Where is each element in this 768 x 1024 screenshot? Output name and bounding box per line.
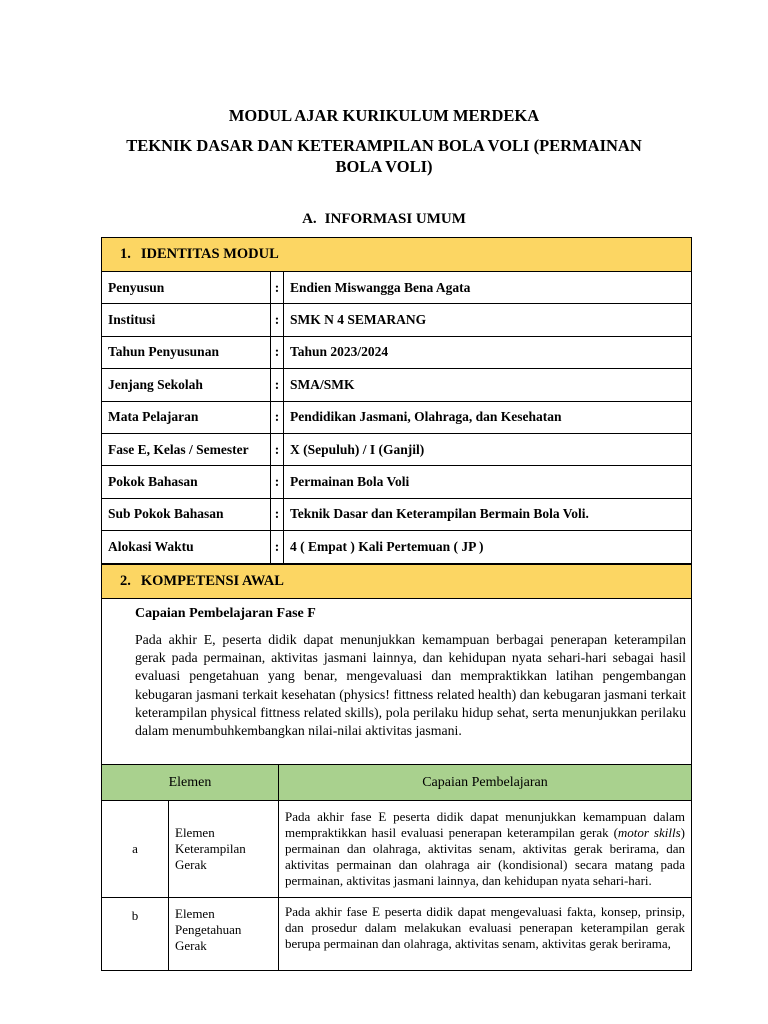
table-row — [102, 898, 692, 971]
header-elemen: Elemen — [102, 765, 279, 801]
row-value: 4 ( Empat ) Kali Pertemuan ( JP ) — [284, 531, 692, 563]
row-label: Fase E, Kelas / Semester — [102, 433, 271, 465]
identitas-header — [102, 238, 692, 272]
capaian-text-part: Pada akhir fase E peserta didik dapat menunjukkan kemampuan dalam mempraktikkan hasil evaluasi penerapan keterampilan gerak ( — [285, 809, 685, 840]
capaian-paragraph: Pada akhir E, peserta didik dapat menunjukkan kemampuan berbagai penerapan keterampilan gerak pada permainan, aktivitas jasmani lainnya, dan kehidupan nyata sehari-hari sebagai hasil evaluasi pengetahuan yang benar, mengevaluasi dan mempraktikkan latihan pengembangan kebugaran jasmani terkait kesehatan (physics! fittness related health) dan kebugaran jasmani terkait keterampilan physical fittness related skills), pola perilaku hidup sehat, serta menunjukkan perilaku dalam menumbuhkembangkan nilai-nilai aktivitas jasmani. — [135, 632, 686, 739]
kompetensi-awal-header — [101, 564, 692, 599]
row-separator: : — [271, 466, 284, 498]
capaian-title: Capaian Pembelajaran Fase F — [135, 606, 316, 621]
capaian-text-part: ) permainan dan olahraga, aktivitas senam, aktivitas gerak berirama, dan aktivitas permainan dan olahraga air (kondisional) secara matang pada permainan, aktivitas jasmani lainnya, dan kehidupan nyata sehari-hari. — [285, 825, 685, 888]
row-label: Sub Pokok Bahasan — [102, 498, 271, 530]
capaian-table-header — [102, 765, 692, 801]
row-value: SMA/SMK — [284, 369, 692, 401]
capaian-italic-term: motor skills — [617, 825, 681, 840]
table-row — [102, 531, 692, 563]
row-label: Jenjang Sekolah — [102, 369, 271, 401]
row-separator: : — [271, 401, 284, 433]
row-label: Alokasi Waktu — [102, 531, 271, 563]
table-row — [102, 304, 692, 336]
row-label: Penyusun — [102, 272, 271, 304]
document-subtitle — [0, 135, 768, 177]
row-label: Mata Pelajaran — [102, 401, 271, 433]
row-elemen: Elemen Pengetahuan Gerak — [169, 898, 279, 971]
table-row — [102, 401, 692, 433]
row-capaian: Pada akhir fase E peserta didik dapat mengevaluasi fakta, konsep, prinsip, dan prosedur dalam melakukan evaluasi penerapan keterampilan gerak berupa permainan dan olahraga, aktivitas senam, aktivitas gerak berirama, — [279, 898, 692, 971]
table-row — [102, 801, 692, 898]
subtitle-line-2: BOLA VOLI) — [335, 157, 433, 176]
row-value: Tahun 2023/2024 — [284, 336, 692, 368]
table-row — [102, 272, 692, 304]
document-title: MODUL AJAR KURIKULUM MERDEKA — [228, 106, 540, 125]
table-row — [102, 369, 692, 401]
row-value: Permainan Bola Voli — [284, 466, 692, 498]
identitas-number: 1. — [120, 246, 131, 262]
row-value: X (Sepuluh) / I (Ganjil) — [284, 433, 692, 465]
section-label: INFORMASI UMUM — [324, 211, 466, 227]
row-value: Endien Miswangga Bena Agata — [284, 272, 692, 304]
row-separator: : — [271, 369, 284, 401]
row-letter: b — [102, 898, 169, 971]
row-label: Tahun Penyusunan — [102, 336, 271, 368]
row-separator: : — [271, 498, 284, 530]
row-separator: : — [271, 433, 284, 465]
identitas-header-row — [102, 238, 692, 272]
identitas-header-label: IDENTITAS MODUL — [140, 246, 279, 262]
header-capaian: Capaian Pembelajaran — [279, 765, 692, 801]
row-capaian — [279, 801, 692, 898]
row-label: Pokok Bahasan — [102, 466, 271, 498]
table-row — [102, 466, 692, 498]
section-number: A. — [302, 211, 317, 227]
row-letter: a — [102, 801, 169, 898]
table-row — [102, 433, 692, 465]
subtitle-line-1: TEKNIK DASAR DAN KETERAMPILAN BOLA VOLI (PERMAINAN — [126, 136, 642, 155]
identitas-modul-table — [101, 237, 692, 564]
kompetensi-number: 2. — [120, 573, 131, 589]
row-value: Pendidikan Jasmani, Olahraga, dan Kesehatan — [284, 401, 692, 433]
row-value: SMK N 4 SEMARANG — [284, 304, 692, 336]
row-elemen: Elemen Keterampilan Gerak — [169, 801, 279, 898]
row-separator: : — [271, 304, 284, 336]
row-separator: : — [271, 272, 284, 304]
row-label: Institusi — [102, 304, 271, 336]
table-row — [102, 498, 692, 530]
row-value: Teknik Dasar dan Keterampilan Bermain Bola Voli. — [284, 498, 692, 530]
capaian-table — [101, 764, 692, 971]
kompetensi-header-label: KOMPETENSI AWAL — [140, 573, 284, 589]
table-row — [102, 336, 692, 368]
row-separator: : — [271, 336, 284, 368]
row-separator: : — [271, 531, 284, 563]
section-heading-a — [0, 211, 768, 228]
